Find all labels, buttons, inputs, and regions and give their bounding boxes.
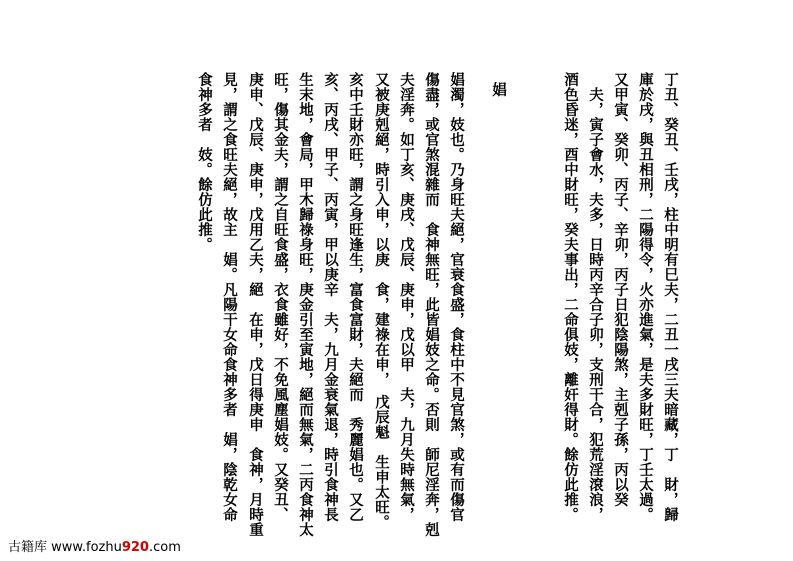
watermark-url-number: 920 <box>121 540 149 555</box>
text-column-3: 又甲寅、癸卯、丙子、辛卯，丙子日犯陰陽煞，主剋子孫，丙以癸 <box>612 72 628 507</box>
text-column-8: 夫淫奔。如丁亥、庚戌、戊辰、庚申，戊以甲 夫，九月失時無氣， <box>398 72 414 522</box>
text-column-9: 又被庚剋絕，時引入申，以庚 食，建祿在申， 戊辰魁 生申太旺。 <box>373 72 389 530</box>
text-column-1: 丁丑、癸丑、壬戌，柱中明有巳夫，二丑一戌三夫暗藏，丁 財，歸 <box>662 72 678 522</box>
text-column-2: 庫於戌，與丑相刑，二陽得令，火亦進氣，是夫多財旺，丁壬太過。 <box>637 72 653 522</box>
text-column-13: 旺，傷其金夫，謂之自旺食盛，衣食雖好，不免風塵娼妓。又癸丑、 <box>272 72 288 522</box>
text-column-14: 庚申、戊辰、庚申，戊用乙夫，絕 在申，戊日得庚申 食神，月時重 <box>247 72 263 537</box>
watermark-site-name: 古籍库 <box>8 540 48 555</box>
text-column-12: 生末地，會局，甲木歸祿身旺，庚金引至寅地，絕而無氣，二丙食神太 <box>297 72 313 537</box>
watermark-url-suffix: .com <box>148 540 181 555</box>
text-column-15: 見，謂之食旺夫絕，故主 娼。凡陽干女命食神多者 娼，陰乾女命 <box>221 72 237 522</box>
section-heading: 娼 <box>490 82 506 97</box>
text-column-5: 酒色昏迷，酉中財旺，癸夫事出，二命俱妓，離奸得財。餘仿此推。 <box>562 72 578 522</box>
watermark-url[interactable] <box>51 540 181 555</box>
text-column-6: 娼濁，妓也。乃身旺夫絕，官衰食盛，食柱中不見官煞，或有而傷官 <box>448 72 464 522</box>
text-column-16: 食神多者 妓。餘仿此推。 <box>196 72 212 252</box>
text-column-11: 亥、丙戌、甲子、丙寅，甲以庚辛 夫，九月金衰氣退，時引食神長 <box>322 72 338 522</box>
text-column-7: 傷盡，或官煞混雜而 食神無旺，此皆娼妓之命。否則 師尼淫奔，剋 <box>423 72 439 537</box>
watermark-url-prefix: www.fozhu <box>51 540 122 555</box>
site-watermark <box>8 536 181 555</box>
text-column-10: 亥中壬財亦旺，謂之身旺逢生，富食富財，夫絕而 秀麗娼也。又乙 <box>347 72 363 522</box>
text-column-4: 夫，寅子會水，夫多，日時丙辛合子卯，支刑干合，犯荒淫滾浪， <box>587 72 603 522</box>
